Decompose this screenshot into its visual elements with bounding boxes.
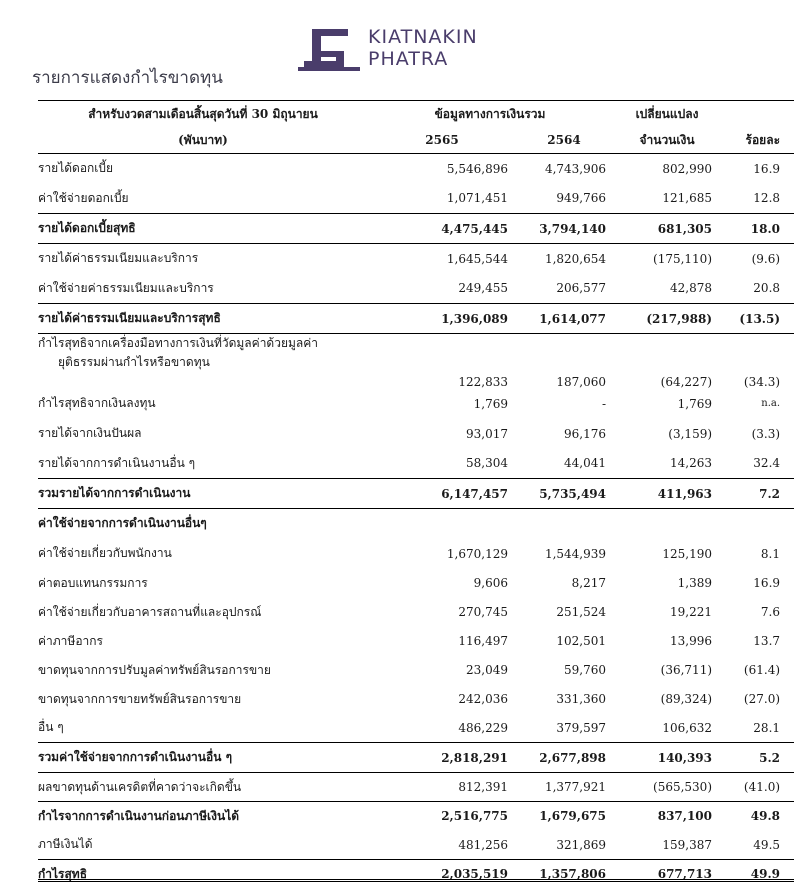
value-2565: 2,818,291 [368, 743, 516, 773]
value-2565: 4,475,445 [368, 214, 516, 244]
change-amount: (565,530) [612, 773, 722, 802]
value-2565: 1,396,089 [368, 304, 516, 334]
change-percent: (3.3) [751, 426, 781, 441]
table-row [38, 334, 794, 389]
table-row [38, 509, 794, 539]
change-percent: 16.9 [722, 154, 794, 184]
table-row [38, 656, 794, 685]
change-percent: 7.6 [760, 605, 781, 619]
header-percent: ร้อยละ [745, 132, 781, 147]
table-row [38, 274, 794, 304]
change-amount: 140,393 [612, 743, 722, 773]
table-row [38, 389, 794, 419]
change-percent: 7.2 [722, 479, 794, 509]
header-row-2 [38, 127, 794, 154]
value-2565: 1,071,451 [446, 191, 508, 206]
row-label: รายได้จากการดำเนินงานอื่น ๆ [38, 455, 196, 470]
value-2564: 1,679,675 [516, 802, 612, 831]
row-label: ค่าภาษีอากร [38, 633, 103, 648]
change-amount: (175,110) [612, 244, 722, 274]
value-2564: 206,577 [556, 281, 607, 296]
row-label: รวมรายได้จากการดำเนินงาน [38, 479, 368, 509]
change-amount: 411,963 [612, 479, 722, 509]
change-percent: 49.9 [722, 860, 794, 889]
table-row [38, 154, 794, 184]
value-2565: 93,017 [466, 426, 508, 441]
change-amount: 1,389 [677, 576, 713, 590]
row-label: รวมค่าใช้จ่ายจากการดำเนินงานอื่น ๆ [38, 743, 368, 773]
value-2565: 6,147,457 [368, 479, 516, 509]
row-label-line-1: กำไรสุทธิจากเครื่องมือทางการเงินที่วัดมูลค่าด้วยมูลค่า [38, 336, 319, 350]
value-2565 [368, 509, 516, 539]
change-percent: 18.0 [722, 214, 794, 244]
value-2564: 5,735,494 [516, 479, 612, 509]
change-percent: 5.2 [722, 743, 794, 773]
value-2565: 1,670,129 [446, 546, 508, 561]
change-amount [612, 509, 722, 539]
row-label: ค่าตอบแทนกรรมการ [38, 575, 148, 590]
row-label: ผลขาดทุนด้านเครดิตที่คาดว่าจะเกิดขึ้น [38, 773, 368, 802]
value-2564: 1,544,939 [544, 546, 607, 561]
row-label: รายได้จากเงินปันผล [38, 426, 142, 440]
change-amount: 681,305 [612, 214, 722, 244]
table-row [38, 539, 794, 569]
table-row [38, 627, 794, 656]
value-2564: 187,060 [516, 334, 612, 389]
brand-line-2: PHATRA [368, 48, 449, 70]
value-2565: 481,256 [458, 837, 508, 852]
change-percent: 49.5 [753, 837, 781, 852]
change-percent: 12.8 [753, 191, 781, 206]
value-2565: 242,036 [458, 692, 508, 706]
change-percent: 13.7 [753, 634, 781, 648]
row-label: กำไรสุทธิจากเงินลงทุน [38, 396, 156, 410]
value-2565: 812,391 [368, 773, 516, 802]
value-2564: 1,357,806 [516, 860, 612, 889]
value-2565: 249,455 [458, 281, 508, 296]
value-2564: 3,794,140 [516, 214, 612, 244]
row-label: ภาษีเงินได้ [38, 837, 93, 852]
header-year-2564: 2564 [547, 133, 581, 147]
value-2564: 379,597 [556, 720, 607, 735]
change-percent: (9.6) [722, 244, 794, 274]
row-label: รายได้ดอกเบี้ย [38, 154, 368, 184]
row-label: กำไรสุทธิ [38, 860, 368, 889]
value-2564: 4,743,906 [516, 154, 612, 184]
row-label: ค่าใช้จ่ายเกี่ยวกับพนักงาน [38, 546, 172, 560]
row-label: กำไรจากการดำเนินงานก่อนภาษีเงินได้ [38, 802, 368, 831]
table-row [38, 598, 794, 627]
table-row [38, 244, 794, 274]
kiatnakin-logo-icon [298, 23, 360, 73]
row-label: รายได้ค่าธรรมเนียมและบริการ [38, 244, 368, 274]
value-2564: 321,869 [556, 837, 607, 852]
value-2564: 251,524 [556, 605, 607, 619]
value-2565: 116,497 [458, 634, 508, 648]
income-statement-table [38, 100, 794, 889]
table-row [38, 802, 794, 831]
header-unit: (พันบาท) [178, 132, 228, 147]
row-label: ค่าใช้จ่ายค่าธรรมเนียมและบริการ [38, 280, 214, 295]
row-label [38, 334, 368, 389]
table-row [38, 419, 794, 449]
table-row [38, 831, 794, 860]
row-label: ค่าใช้จ่ายจากการดำเนินงานอื่นๆ [38, 509, 368, 539]
brand-name [368, 26, 478, 70]
brand-line-1: KIATNAKIN [368, 26, 478, 48]
value-2565: 2,516,775 [368, 802, 516, 831]
value-2564: 59,760 [564, 663, 607, 677]
change-amount: 837,100 [612, 802, 722, 831]
change-percent: 16.9 [753, 576, 781, 590]
row-label: อื่น ๆ [38, 720, 64, 735]
change-percent: 32.4 [753, 456, 781, 471]
value-2565: 9,606 [473, 576, 508, 590]
change-percent: (13.5) [722, 304, 794, 334]
value-2565: 122,833 [368, 334, 516, 389]
value-2565: 486,229 [458, 720, 508, 735]
header-year-2565: 2565 [425, 133, 459, 147]
table-row [38, 714, 794, 743]
change-percent [722, 509, 794, 539]
change-amount: 42,878 [670, 281, 713, 296]
change-percent: n.a. [761, 398, 781, 409]
table-bottom-rule [38, 879, 794, 882]
row-label: รายได้ค่าธรรมเนียมและบริการสุทธิ [38, 304, 368, 334]
value-2564: - [601, 396, 607, 411]
change-amount: (64,227) [612, 334, 722, 389]
change-percent: (34.3) [722, 334, 794, 389]
value-2564: 1,614,077 [516, 304, 612, 334]
table-row [38, 685, 794, 714]
change-amount: 677,713 [612, 860, 722, 889]
change-percent: 8.1 [760, 546, 781, 561]
header-period: สำหรับงวดสามเดือนสิ้นสุดวันที่ 30 มิถุนายน [38, 101, 368, 128]
table-row [38, 479, 794, 509]
change-amount: 1,769 [677, 396, 713, 411]
row-label: ขาดทุนจากการขายทรัพย์สินรอการขาย [38, 691, 242, 706]
row-label: ค่าใช้จ่ายเกี่ยวกับอาคารสถานที่และอุปกรณ์ [38, 604, 262, 619]
change-amount: (89,324) [660, 692, 713, 706]
header-change: เปลี่ยนแปลง [612, 101, 722, 128]
change-amount: 106,632 [662, 720, 713, 735]
table-row [38, 743, 794, 773]
header-amount: จำนวนเงิน [639, 132, 695, 147]
value-2565: 2,035,519 [368, 860, 516, 889]
value-2564: 1,820,654 [516, 244, 612, 274]
table-row [38, 773, 794, 802]
change-amount: (36,711) [660, 663, 713, 677]
table-row [38, 184, 794, 214]
change-percent: (27.0) [743, 692, 781, 706]
value-2564: 102,501 [556, 634, 607, 648]
table-row [38, 569, 794, 598]
change-amount: 159,387 [662, 837, 713, 852]
row-label: รายได้ดอกเบี้ยสุทธิ [38, 214, 368, 244]
table-row [38, 214, 794, 244]
value-2565: 1,645,544 [368, 244, 516, 274]
change-percent: 20.8 [753, 281, 781, 296]
brand-logo [298, 22, 478, 74]
value-2564: 44,041 [564, 456, 607, 471]
change-amount: (217,988) [612, 304, 722, 334]
value-2565: 23,049 [466, 663, 508, 677]
value-2565: 270,745 [458, 605, 508, 619]
value-2564: 949,766 [556, 191, 607, 206]
table-row [38, 860, 794, 889]
row-label: ขาดทุนจากการปรับมูลค่าทรัพย์สินรอการขาย [38, 662, 271, 677]
value-2564: 8,217 [571, 576, 607, 590]
change-amount: 19,221 [670, 605, 713, 619]
change-amount: (3,159) [668, 426, 713, 441]
value-2565: 58,304 [466, 456, 508, 471]
value-2565: 1,769 [473, 396, 508, 411]
change-amount: 121,685 [662, 191, 713, 206]
value-2564: 331,360 [556, 692, 607, 706]
change-percent: (61.4) [743, 663, 781, 677]
page-title: รายการแสดงกำไรขาดทุน [32, 68, 223, 88]
value-2564 [516, 509, 612, 539]
value-2564: 1,377,921 [516, 773, 612, 802]
header-row-1 [38, 101, 794, 128]
row-label-line-2: ยุติธรรมผ่านกำไรหรือขาดทุน [58, 355, 210, 369]
change-percent: (41.0) [722, 773, 794, 802]
change-amount: 14,263 [670, 456, 713, 471]
change-percent: 28.1 [753, 720, 781, 735]
header-consolidated: ข้อมูลทางการเงินรวม [368, 101, 612, 128]
value-2564: 2,677,898 [516, 743, 612, 773]
row-label: ค่าใช้จ่ายดอกเบี้ย [38, 190, 129, 205]
table-row [38, 304, 794, 334]
value-2565: 5,546,896 [368, 154, 516, 184]
change-percent: 49.8 [722, 802, 794, 831]
change-amount: 802,990 [612, 154, 722, 184]
value-2564: 96,176 [564, 426, 607, 441]
change-amount: 125,190 [662, 546, 713, 561]
table-row [38, 449, 794, 479]
change-amount: 13,996 [670, 634, 713, 648]
